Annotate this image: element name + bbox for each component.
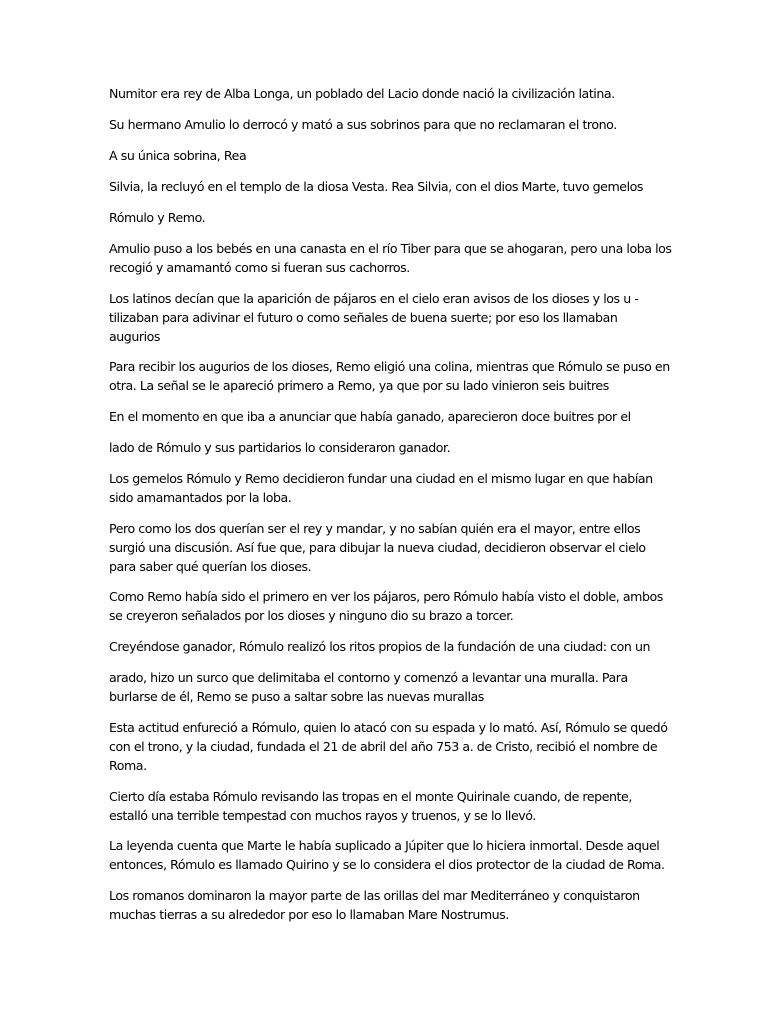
- text-line: Roma.: [109, 758, 147, 773]
- text-line: Creyéndose ganador, Rómulo realizó los ritos propios de la fundación de una ciudad: con un: [109, 639, 651, 654]
- text-line: Numitor era rey de Alba Longa, un poblado del Lacio donde nació la civilización latina.: [109, 86, 615, 101]
- text-line: Los latinos decían que la aparición de pájaros en el cielo eran avisos de los dioses y los u -: [109, 291, 639, 306]
- text-line: sido amamantados por la loba.: [109, 490, 292, 505]
- text-line: estalló una terrible tempestad con muchos rayos y truenos, y se lo llevó.: [109, 808, 536, 823]
- text-line: burlarse de él, Remo se puso a saltar sobre las nuevas murallas: [109, 689, 484, 704]
- text-line: lado de Rómulo y sus partidarios lo consideraron ganador.: [109, 440, 451, 455]
- text-line: se creyeron señalados por los dioses y ninguno dio su brazo a torcer.: [109, 608, 514, 623]
- text-line: Pero como los dos querían ser el rey y mandar, y no sabían quién era el mayor, entre ellos: [109, 521, 641, 536]
- text-line: muchas tierras a su alrededor por eso lo llamaban Mare Nostrumus.: [109, 907, 509, 922]
- text-line: surgió una discusión. Así fue que, para dibujar la nueva ciudad, decidieron observar el cielo: [109, 540, 646, 555]
- text-line: otra. La señal se le apareció primero a Remo, ya que por su lado vinieron seis buitres: [109, 378, 609, 393]
- text-line: con el trono, y la ciudad, fundada el 21 de abril del año 753 a. de Cristo, recibió el nombre de: [109, 739, 658, 754]
- text-line: entonces, Rómulo es llamado Quirino y se lo considera el dios protector de la ciudad de Roma.: [109, 857, 665, 872]
- text-line: Rómulo y Remo.: [109, 210, 206, 225]
- text-line: A su única sobrina, Rea: [109, 148, 247, 163]
- text-line: Los gemelos Rómulo y Remo decidieron fundar una ciudad en el mismo lugar en que habían: [109, 471, 653, 486]
- text-line: arado, hizo un surco que delimitaba el contorno y comenzó a levantar una muralla. Para: [109, 670, 628, 685]
- text-line: Para recibir los augurios de los dioses, Remo eligió una colina, mientras que Rómulo se puso en: [109, 359, 670, 374]
- text-line: Silvia, la recluyó en el templo de la diosa Vesta. Rea Silvia, con el dios Marte, tuvo gemelos: [109, 179, 643, 194]
- text-line: Amulio puso a los bebés en una canasta en el río Tiber para que se ahogaran, pero una loba los: [109, 241, 672, 256]
- text-line: tilizaban para adivinar el futuro o como señales de buena suerte; por eso los llamaban: [109, 310, 618, 325]
- text-line: Como Remo había sido el primero en ver los pájaros, pero Rómulo había visto el doble, ambos: [109, 589, 663, 604]
- text-line: recogió y amamantó como si fueran sus cachorros.: [109, 260, 410, 275]
- text-line: En el momento en que iba a anunciar que había ganado, aparecieron doce buitres por el: [109, 409, 631, 424]
- text-line: La leyenda cuenta que Marte le había suplicado a Júpiter que lo hiciera inmortal. Desde aquel: [109, 838, 660, 853]
- text-line: Esta actitud enfureció a Rómulo, quien lo atacó con su espada y lo mató. Así, Rómulo se quedó: [109, 720, 668, 735]
- text-line: para saber qué querían los dioses.: [109, 559, 312, 574]
- text-line: Su hermano Amulio lo derrocó y mató a sus sobrinos para que no reclamaran el trono.: [109, 117, 617, 132]
- text-line: augurios: [109, 329, 161, 344]
- text-line: Los romanos dominaron la mayor parte de las orillas del mar Mediterráneo y conquistaron: [109, 888, 640, 903]
- text-line: Cierto día estaba Rómulo revisando las tropas en el monte Quirinale cuando, de repente,: [109, 789, 632, 804]
